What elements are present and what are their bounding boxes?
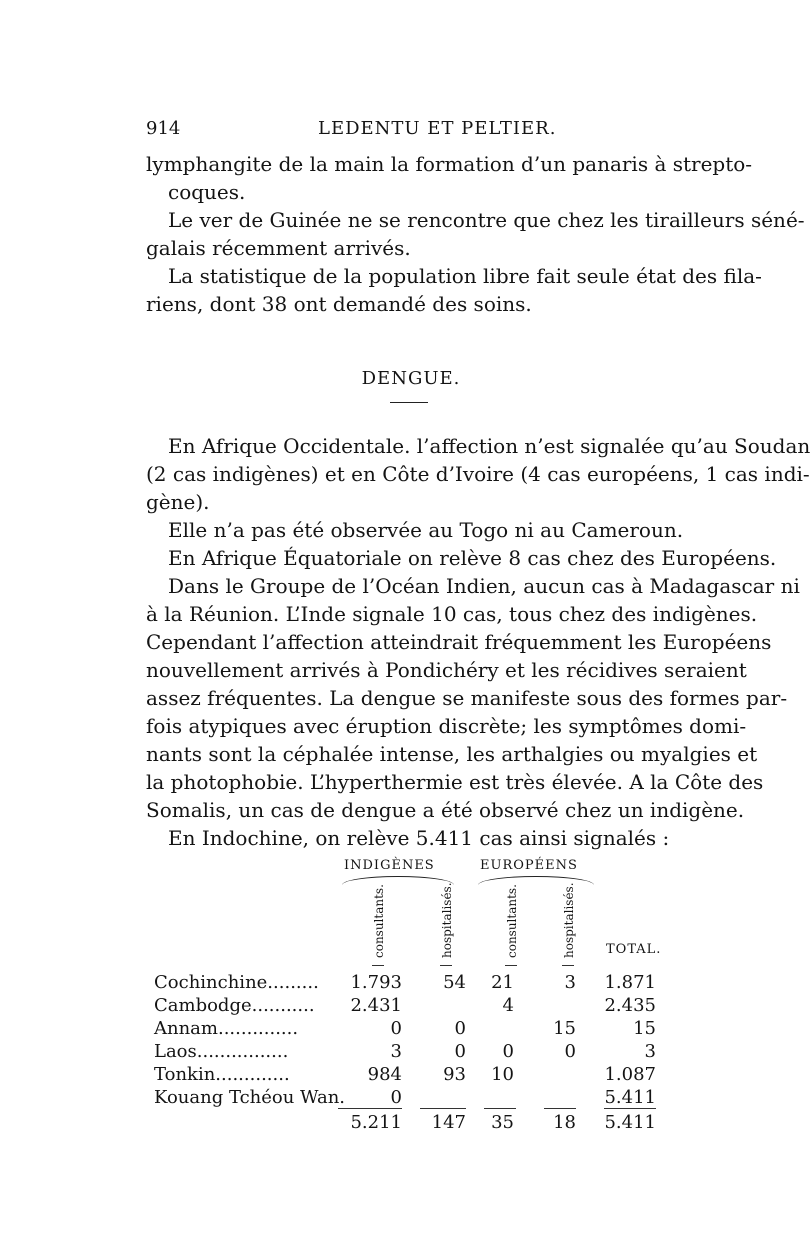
text-line: nants sont la céphalée intense, les arthalgies ou myalgies et [146, 742, 758, 766]
cell-europeens-consultants: 0 [502, 1041, 514, 1062]
cell-total: 15 [633, 1018, 656, 1039]
total-europeens-consultants: 35 [491, 1112, 514, 1133]
text-line: Somalis, un cas de dengue a été observé chez un indigène. [146, 798, 745, 822]
row-label: Laos................ [154, 1041, 289, 1062]
brace-indigenes [342, 876, 454, 885]
cell-europeens-consultants: 21 [491, 972, 514, 993]
total-indigenes-consultants: 5.211 [350, 1112, 402, 1133]
running-title: LEDENTU ET PELTIER. [318, 118, 557, 139]
total-rule [544, 1108, 576, 1109]
text-line: assez fréquentes. La dengue se manifeste sous des formes par- [146, 686, 788, 710]
total-rule [420, 1108, 466, 1109]
cell-indigenes-consultants: 2.431 [350, 995, 402, 1016]
cell-europeens-consultants: 4 [502, 995, 514, 1016]
text-line: (2 cas indigènes) et en Côte d’Ivoire (4 cas européens, 1 cas indi- [146, 462, 810, 486]
column-header-total: TOTAL. [606, 942, 662, 957]
cell-indigenes-consultants: 3 [390, 1041, 402, 1062]
text-line: gène). [146, 490, 210, 514]
column-header-indigenes-consultants: consultants. [372, 884, 386, 958]
text-line: Cependant l’affection atteindrait fréquemment les Européens [146, 630, 772, 654]
text-line: galais récemment arrivés. [146, 236, 411, 260]
cell-indigenes-hospitalises: 54 [443, 972, 466, 993]
header-tick [440, 965, 452, 966]
cell-indigenes-consultants: 1.793 [350, 972, 402, 993]
text-line: En Afrique Occidentale. l’affection n’est signalée qu’au Soudan [168, 434, 810, 458]
cell-indigenes-hospitalises: 0 [454, 1041, 466, 1062]
total-indigenes-hospitalises: 147 [431, 1112, 466, 1133]
text-line: En Afrique Équatoriale on relève 8 cas chez des Européens. [168, 546, 777, 570]
cell-total: 2.435 [604, 995, 656, 1016]
text-line: la photophobie. L’hyperthermie est très élevée. A la Côte des [146, 770, 764, 794]
text-line: nouvellement arrivés à Pondichéry et les récidives seraient [146, 658, 747, 682]
text-line: coques. [168, 180, 246, 204]
header-tick [372, 965, 384, 966]
cell-europeens-hospitalises: 3 [564, 972, 576, 993]
cell-europeens-hospitalises: 15 [553, 1018, 576, 1039]
cell-indigenes-consultants: 0 [390, 1087, 402, 1108]
cell-indigenes-consultants: 984 [367, 1064, 402, 1085]
cell-total: 3 [644, 1041, 656, 1062]
total-rule [484, 1108, 516, 1109]
total-grand: 5.411 [604, 1112, 656, 1133]
text-line: à la Réunion. L’Inde signale 10 cas, tous chez des indigènes. [146, 602, 758, 626]
column-header-europeens-hospitalises: hospitalisés. [562, 882, 576, 958]
column-header-europeens-consultants: consultants. [505, 884, 519, 958]
cell-total: 1.087 [604, 1064, 656, 1085]
cell-indigenes-hospitalises: 93 [443, 1064, 466, 1085]
text-line: lymphangite de la main la formation d’un panaris à strepto- [146, 152, 753, 176]
row-label: Annam.............. [154, 1018, 299, 1039]
text-line: fois atypiques avec éruption discrète; les symptômes domi- [146, 714, 747, 738]
header-tick [505, 965, 517, 966]
section-heading: DENGUE. [361, 368, 461, 389]
text-line: Dans le Groupe de l’Océan Indien, aucun cas à Madagascar ni [168, 574, 800, 598]
cell-europeens-consultants: 10 [491, 1064, 514, 1085]
text-line: Le ver de Guinée ne se rencontre que chez les tirailleurs séné- [168, 208, 805, 232]
text-line: Elle n’a pas été observée au Togo ni au Cameroun. [168, 518, 684, 542]
text-line: La statistique de la population libre fait seule état des fila- [168, 264, 762, 288]
group-header-europeens: EUROPÉENS [480, 858, 578, 873]
total-rule [338, 1108, 402, 1109]
column-header-indigenes-hospitalises: hospitalisés. [440, 882, 454, 958]
text-line: En Indochine, on relève 5.411 cas ainsi signalés : [168, 826, 670, 850]
row-label: Cambodge........... [154, 995, 315, 1016]
cell-indigenes-consultants: 0 [390, 1018, 402, 1039]
cell-total: 1.871 [604, 972, 656, 993]
header-tick [562, 965, 574, 966]
row-label: Kouang Tchéou Wan. [154, 1087, 346, 1108]
total-europeens-hospitalises: 18 [553, 1112, 576, 1133]
row-label: Cochinchine......... [154, 972, 319, 993]
cell-indigenes-hospitalises: 0 [454, 1018, 466, 1039]
row-label: Tonkin............. [154, 1064, 290, 1085]
cell-total: 5.411 [604, 1087, 656, 1108]
total-rule [604, 1108, 656, 1109]
brace-europeens [478, 876, 594, 885]
page-number: 914 [146, 118, 181, 139]
cell-europeens-hospitalises: 0 [564, 1041, 576, 1062]
text-line: riens, dont 38 ont demandé des soins. [146, 292, 532, 316]
group-header-indigenes: INDIGÈNES [344, 858, 435, 873]
